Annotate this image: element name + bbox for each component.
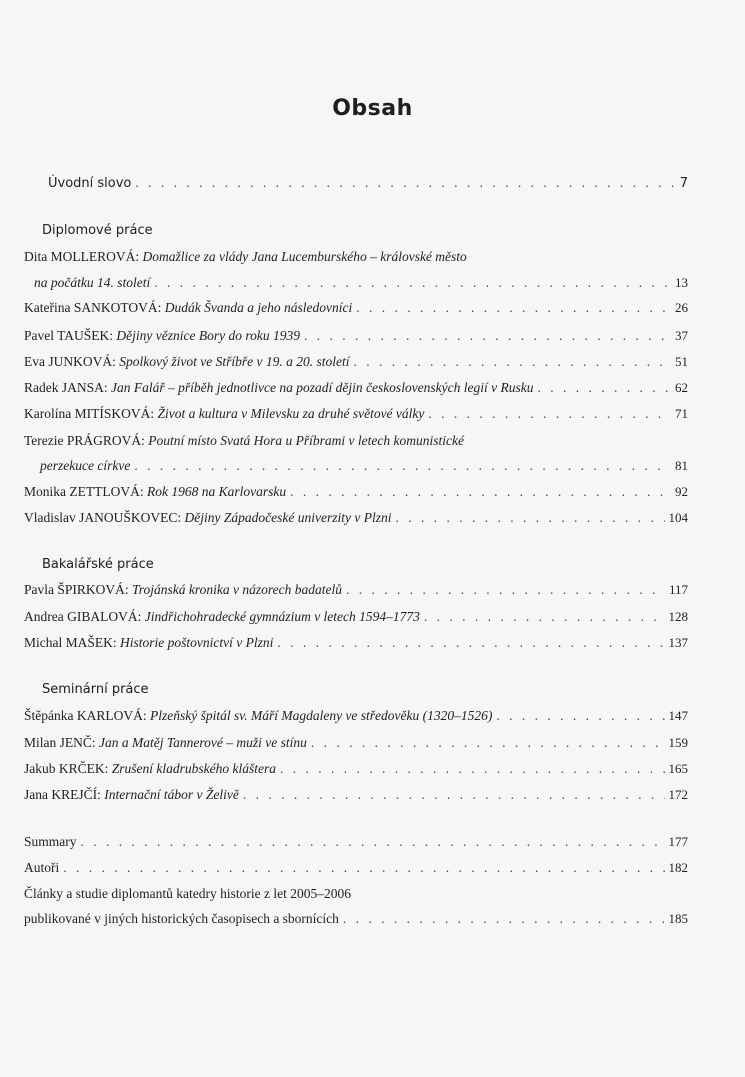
entry-page: 128 (668, 609, 688, 624)
toc-entry-intro (48, 174, 688, 193)
entry-title: Historie poštovnictví v Plzni (120, 635, 274, 650)
section-heading-bakalarske: Bakalářské práce (42, 557, 154, 572)
entry-title-continued: perzekuce církve (40, 458, 131, 473)
entry-page: 117 (668, 582, 688, 597)
entry-page: 104 (668, 510, 688, 525)
entry-author: Milan JENČ: (24, 735, 96, 750)
entry-title: Trojánská kronika v názorech badatelů (132, 582, 342, 597)
toc-entry (24, 248, 467, 266)
entry-page: 51 (675, 354, 688, 369)
leader-dots (81, 833, 665, 851)
toc-entry-summary (24, 833, 688, 851)
entry-author: Andrea GIBALOVÁ: (24, 609, 142, 624)
toc-entry (24, 581, 688, 599)
entry-author: Radek JANSA: (24, 380, 108, 395)
authors-page: 182 (668, 860, 688, 875)
entry-page: 26 (675, 300, 688, 315)
intro-label: Úvodní slovo (48, 176, 132, 191)
summary-page: 177 (668, 834, 688, 849)
articles-page: 185 (668, 911, 688, 926)
entry-author: Terezie PRÁGROVÁ: (24, 433, 145, 448)
toc-entry (24, 299, 688, 317)
intro-page: 7 (679, 176, 688, 191)
toc-entry (24, 379, 688, 397)
entry-title: Spolkový život ve Stříbře v 19. a 20. století (119, 354, 350, 369)
entry-page: 172 (668, 787, 688, 802)
leader-dots (290, 483, 671, 501)
entry-page: 92 (675, 484, 688, 499)
leader-dots (496, 707, 664, 725)
leader-dots (154, 274, 671, 292)
toc-entry (24, 634, 688, 652)
leader-dots (395, 509, 664, 527)
entry-author: Michal MAŠEK: (24, 635, 117, 650)
entry-title: Dějiny Západočeské univerzity v Plzni (184, 510, 392, 525)
leader-dots (135, 174, 675, 192)
toc-entry (24, 786, 688, 804)
toc-entry-articles (24, 885, 351, 903)
leader-dots (311, 734, 665, 752)
leader-dots (343, 910, 665, 928)
entry-author: Štěpánka KARLOVÁ: (24, 708, 147, 723)
toc-entry (24, 327, 688, 345)
entry-page: 71 (675, 406, 688, 421)
toc-entry (24, 760, 688, 778)
toc-entry (24, 483, 688, 501)
articles-line-2: publikované v jiných historických časopisech a sbornících (24, 911, 339, 926)
leader-dots (424, 608, 665, 626)
toc-entry (24, 734, 688, 752)
entry-page: 37 (675, 328, 688, 343)
leader-dots (353, 353, 671, 371)
toc-entry-authors (24, 859, 688, 877)
toc-entry (24, 509, 688, 527)
entry-page: 81 (675, 458, 688, 473)
entry-author: Dita MOLLEROVÁ: (24, 249, 140, 264)
entry-title: Dějiny věznice Bory do roku 1939 (116, 328, 300, 343)
entry-title: Jindřichohradecké gymnázium v letech 1594–1773 (144, 609, 420, 624)
toc-entry (24, 457, 688, 475)
leader-dots (428, 405, 671, 423)
entry-author: Jana KREJČÍ: (24, 787, 101, 802)
leader-dots (304, 327, 671, 345)
entry-title: Jan Falář – příběh jednotlivce na pozadí dějin československých legií v Rusku (111, 380, 534, 395)
entry-title: Internační tábor v Želivě (104, 787, 239, 802)
entry-author: Kateřina SANKOTOVÁ: (24, 300, 162, 315)
leader-dots (134, 457, 671, 475)
entry-title: Jan a Matěj Tannerové – muži ve stínu (99, 735, 307, 750)
toc-entry (24, 353, 688, 371)
articles-line-1: Články a studie diplomantů katedry historie z let 2005–2006 (24, 886, 351, 901)
entry-page: 159 (668, 735, 688, 750)
entry-title: Zrušení kladrubského kláštera (111, 761, 276, 776)
entry-page: 13 (675, 275, 688, 290)
entry-page: 62 (675, 380, 688, 395)
entry-title: Plzeňský špitál sv. Máří Magdaleny ve středověku (1320–1526) (149, 708, 493, 723)
page-title: Obsah (332, 96, 413, 121)
toc-entry (24, 707, 688, 725)
leader-dots (538, 379, 671, 397)
toc-entry (24, 274, 688, 292)
leader-dots (63, 859, 664, 877)
entry-page: 165 (668, 761, 688, 776)
leader-dots (280, 760, 665, 778)
entry-title-continued: na počátku 14. století (34, 275, 151, 290)
section-heading-seminarni: Seminární práce (42, 682, 149, 697)
entry-title: Domažlice za vlády Jana Lucemburského – královské město (142, 249, 467, 264)
toc-entry (24, 432, 464, 450)
entry-title: Rok 1968 na Karlovarsku (146, 484, 287, 499)
leader-dots (346, 581, 665, 599)
entry-author: Eva JUNKOVÁ: (24, 354, 116, 369)
entry-author: Pavla ŠPIRKOVÁ: (24, 582, 129, 597)
entry-author: Jakub KRČEK: (24, 761, 109, 776)
toc-entry (24, 405, 688, 423)
authors-label: Autoři (24, 860, 60, 875)
entry-author: Karolína MITÍSKOVÁ: (24, 406, 155, 421)
toc-entry-articles (24, 910, 688, 928)
entry-page: 147 (668, 708, 688, 723)
leader-dots (243, 786, 665, 804)
entry-title: Poutní místo Svatá Hora u Příbrami v letech komunistické (148, 433, 464, 448)
leader-dots (356, 299, 671, 317)
toc-entry (24, 608, 688, 626)
entry-author: Monika ZETTLOVÁ: (24, 484, 144, 499)
entry-title: Dudák Švanda a jeho následovníci (164, 300, 353, 315)
entry-author: Vladislav JANOUŠKOVEC: (24, 510, 182, 525)
entry-title: Život a kultura v Milevsku za druhé světové války (157, 406, 425, 421)
section-heading-diplomove: Diplomové práce (42, 223, 153, 238)
leader-dots (277, 634, 664, 652)
entry-page: 137 (668, 635, 688, 650)
entry-author: Pavel TAUŠEK: (24, 328, 114, 343)
summary-label: Summary (24, 834, 77, 849)
